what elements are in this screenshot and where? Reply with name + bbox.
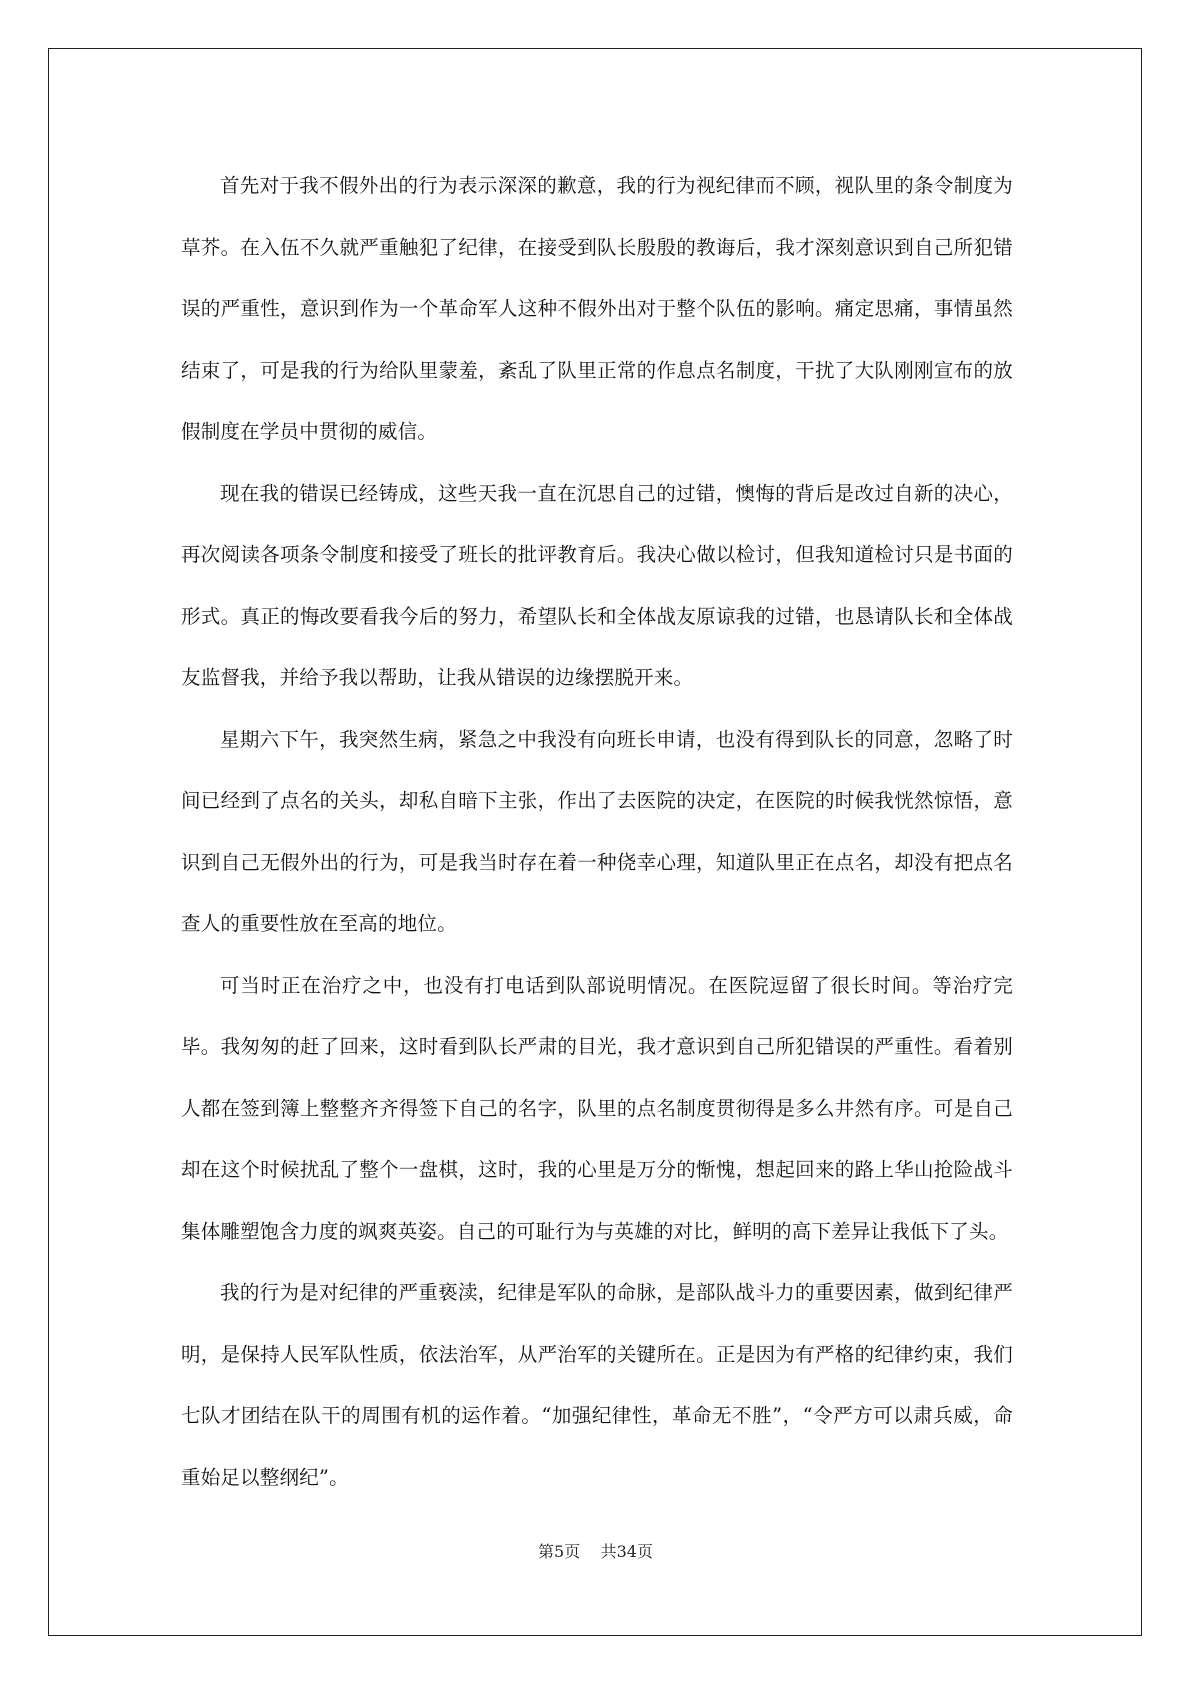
paragraph: 现在我的错误已经铸成，这些天我一直在沉思自己的过错，懊悔的背后是改过自新的决心，再次阅读各项条令制度和接受了班长的批评教育后。我决心做以检讨，但我知道检讨只是书面的形式。真正的悔改要看我今后的努力，希望队长和全体战友原谅我的过错，也恳请队长和全体战友监督我，并给予我以帮助，让我从错误的边缘摆脱开来。 — [181, 481, 1013, 689]
page-footer — [0, 1540, 1191, 1564]
paragraph: 首先对于我不假外出的行为表示深深的歉意，我的行为视纪律而不顾，视队里的条令制度为草芥。在入伍不久就严重触犯了纪律，在接受到队长殷殷的教诲后，我才深刻意识到自己所犯错误的严重性，意识到作为一个革命军人这种不假外出对于整个队伍的影响。痛定思痛，事情虽然结束了，可是我的行为给队里蒙羞，紊乱了队里正常的作息点名制度，干扰了大队刚刚宣布的放假制度在学员中贯彻的威信。 — [181, 174, 1013, 443]
page-number: 第5页 — [538, 1542, 581, 1561]
paragraph: 可当时正在治疗之中，也没有打电话到队部说明情况。在医院逗留了很长时间。等治疗完毕。我匆匆的赶了回来，这时看到队长严肃的目光，我才意识到自己所犯错误的严重性。看着别人都在签到簿上整整齐齐得签下自己的名字，队里的点名制度贯彻得是多么井然有序。可是自己却在这个时候扰乱了整个一盘棋，这时，我的心里是万分的惭愧，想起回来的路上华山抢险战斗集体雕塑饱含力度的飒爽英姿。自己的可耻行为与英雄的对比，鲜明的高下差异让我低下了头。 — [181, 973, 1013, 1243]
paragraph: 我的行为是对纪律的严重亵渎，纪律是军队的命脉，是部队战斗力的重要因素，做到纪律严明，是保持人民军队性质，依法治军，从严治军的关键所在。正是因为有严格的纪律约束，我们七队才团结在队干的周围有机的运作着。“加强纪律性，革命无不胜”，“令严方可以肃兵威，命重始足以整纲纪”。 — [181, 1281, 1013, 1489]
total-pages: 共34页 — [600, 1542, 653, 1561]
paragraph: 星期六下午，我突然生病，紧急之中我没有向班长申请，也没有得到队长的同意，忽略了时间已经到了点名的关头，却私自暗下主张，作出了去医院的决定，在医院的时候我恍然惊悟，意识到自己无假外出的行为，可是我当时存在着一种侥幸心理，知道队里正在点名，却没有把点名查人的重要性放在至高的地位。 — [181, 727, 1013, 935]
document-body — [181, 155, 1013, 1508]
